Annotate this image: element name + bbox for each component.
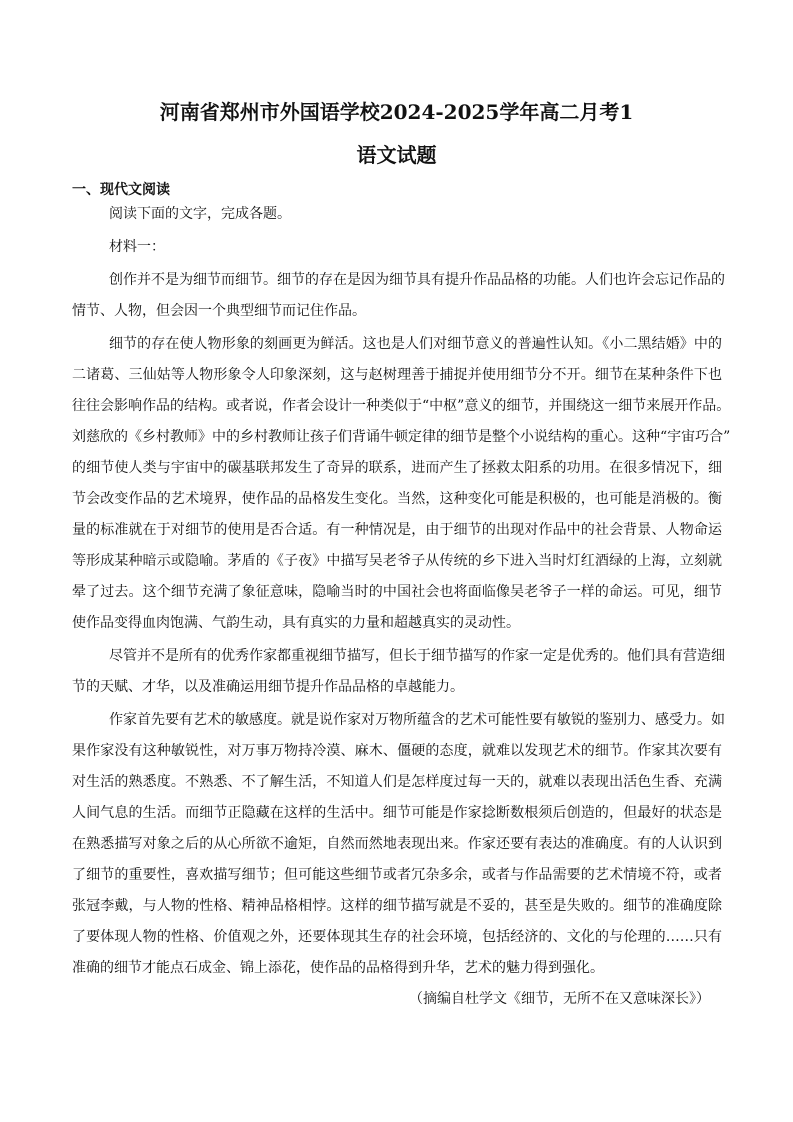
text-line: 对生活的熟悉度。不熟悉、不了解生活，不知道人们是怎样度过每一天的，就难以表现出活色生香、充满 (72, 774, 722, 790)
text-line: 细节的存在使人物形象的刻画更为鲜活。这也是人们对细节意义的普遍性认知。《小二黑结婚》中的 (109, 336, 722, 352)
paragraph (72, 334, 731, 644)
paragraph (72, 204, 722, 235)
text-line: 创作并不是为细节而细节。细节的存在是因为细节具有提升作品品格的功能。人们也许会忘记作品的 (109, 272, 725, 288)
text-line: 了细节的重要性，喜欢描写细节；但可能这些细节或者冗杂多余，或者与作品需要的艺术情境不符，或者 (72, 867, 722, 883)
text-line: 材料一： (109, 239, 165, 255)
text-line: 量的标准就在于对细节的使用是否合适。有一种情况是，由于细节的出现对作品中的社会背景、人物命运 (72, 522, 722, 538)
text-line: 在熟悉描写对象之后的从心所欲不逾矩，自然而然地表现出来。作家还要有表达的准确度。有的人认识到 (72, 836, 722, 852)
text-line: 作家首先要有艺术的敏感度。就是说作家对万物所蕴含的艺术可能性要有敏锐的鉴别力、感受力。如 (109, 712, 725, 728)
text-line: 使作品变得血肉饱满、气韵生动，具有真实的力量和超越真实的灵动性。 (72, 615, 520, 631)
paragraph (72, 270, 725, 332)
text-line: 人间气息的生活。而细节正隐藏在这样的生活中。细节可能是作家捻断数根须后创造的，但最好的状态是 (72, 805, 722, 821)
document-title: 河南省郑州市外国语学校2024-2025学年高二月考1 (159, 100, 634, 124)
text-line: 二诸葛、三仙姑等人物形象令人印象深刻，这与赵树理善于捕捉并使用细节分不开。细节在某种条件下也 (72, 367, 722, 383)
text-line: 节会改变作品的艺术境界，使作品的品格发生变化。当然，这种变化可能是积极的，也可能是消极的。衡 (72, 491, 722, 507)
text-line: 刘慈欣的《乡村教师》中的乡村教师让孩子们背诵牛顿定律的细节是整个小说结构的重心。这种“宇宙巧合” (72, 429, 731, 445)
document-subtitle: 语文试题 (356, 143, 437, 167)
paragraph (72, 710, 725, 989)
source-citation: （摘编自杜学文《细节，无所不在又意味深长》） (409, 991, 710, 1007)
text-line: 等形成某种暗示或隐喻。茅盾的《子夜》中描写吴老爷子从传统的乡下进入当时灯红酒绿的上海，立刻就 (72, 553, 722, 569)
text-line: 果作家没有这种敏锐性，对万事万物持冷漠、麻木、僵硬的态度，就难以发现艺术的细节。作家其次要有 (72, 743, 722, 759)
paragraph (72, 646, 725, 708)
text-line: 准确的细节才能点石成金、锦上添花，使作品的品格得到升华，艺术的魅力得到强化。 (72, 960, 604, 976)
text-line: 阅读下面的文字，完成各题。 (109, 206, 291, 222)
section-heading: 一、现代文阅读 (72, 182, 170, 198)
paragraph (72, 237, 722, 268)
text-line: 的细节使人类与宇宙中的碳基联邦发生了奇异的联系，进而产生了拯救太阳系的功用。在很多情况下，细 (72, 460, 722, 476)
text-line: 尽管并不是所有的优秀作家都重视细节描写，但长于细节描写的作家一定是优秀的。他们具有营造细 (109, 648, 725, 664)
document-body (72, 204, 731, 1020)
text-line: 晕了过去。这个细节充满了象征意味，隐喻当时的中国社会也将面临像吴老爷子一样的命运。可见，细节 (72, 584, 722, 600)
text-line: 往往会影响作品的结构。或者说，作者会设计一种类似于“中枢”意义的细节，并围绕这一细节来展开作品。 (72, 398, 731, 414)
text-line: 了要体现人物的性格、价值观之外，还要体现其生存的社会环境，包括经济的、文化的与伦理的……只有 (72, 929, 722, 945)
text-line: 情节、人物，但会因一个典型细节而记住作品。 (72, 303, 366, 319)
text-line: 节的天赋、才华，以及准确运用细节提升作品品格的卓越能力。 (72, 679, 464, 695)
text-line: 张冠李戴，与人物的性格、精神品格相悖。这样的细节描写就是不妥的，甚至是失败的。细节的准确度除 (72, 898, 722, 914)
